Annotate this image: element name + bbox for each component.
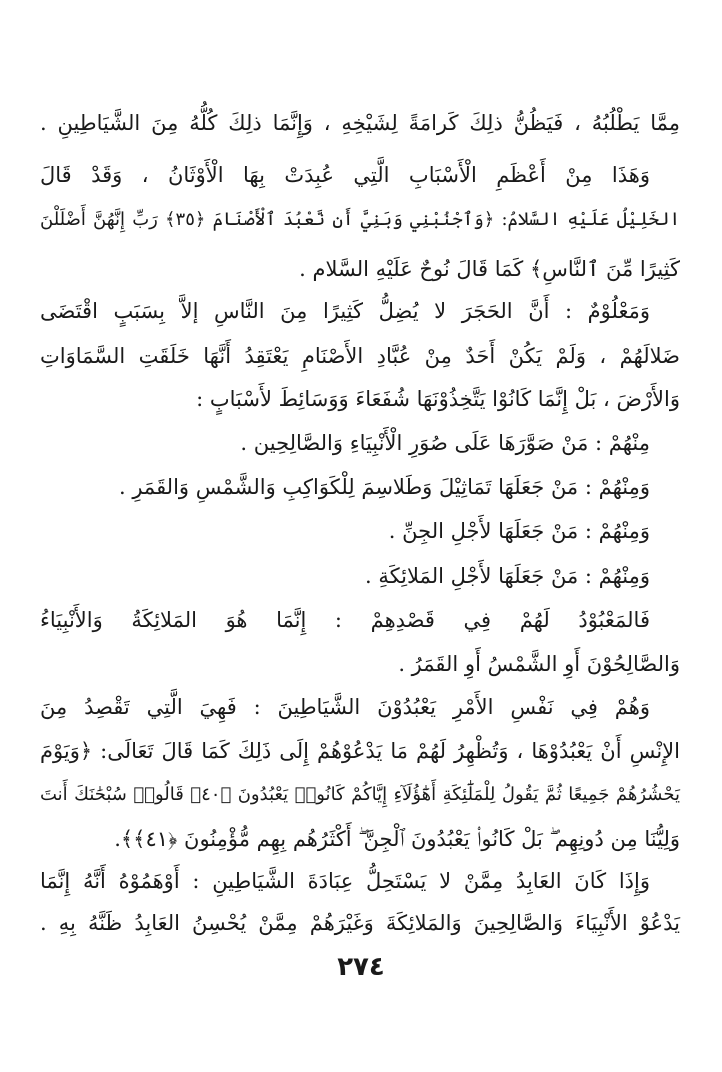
text-line-15: الإِنْسِ أَنْ يَعْبُدُوْهَا ، وَتُظْهِرُ لَهُمْ مَا يَدْعُوْهُمْ إِلَى ذَلِكَ كَمَا قَالَ تَعَالَى: ﴿وَيَوْمَ [40, 739, 680, 763]
text-line-1: مِمَّا يَطْلُبُهُ ، فَيَظُنُّ ذلِكَ كَرامَةً لِشَيْخِهِ ، وَإِنَّمَا ذلِكَ كُلُّهُ مِنَ الشَّيَاطِينِ . [40, 111, 680, 135]
text-line-16: يَحْشُرُهُمْ جَمِيعًا ثُمَّ يَقُولُ لِلْمَلَٰٓئِكَةِ أَهَٰٓؤُلَآءِ إِيَّاكُمْ كَانُوا۟ يَعْبُدُونَ ﴿٤٠﴾ قَالُوا۟ سُبْحَٰنَكَ أَنتَ [40, 784, 680, 805]
text-line-5: وَمَعْلُوْمٌ : أَنَّ الحَجَرَ لا يُضِلُّ كَثِيرًا مِنَ النَّاسِ إلاَّ بِسَبَبٍ اقْتَضَى [40, 299, 650, 323]
text-line-14: وَهُمْ فِي نَفْسِ الأَمْرِ يَعْبُدُوْنَ الشَّيَاطِينَ : فَهِيَ الَّتِي تَقْصِدُ مِنَ [40, 695, 650, 719]
text-line-11: وَمِنْهُمْ : مَنْ جَعَلَهَا لأَجْلِ المَلائِكَةِ . [364, 564, 650, 588]
text-line-12: فَالمَعْبُوْدُ لَهُمْ فِي قَصْدِهِمْ : إِنَّمَا هُوَ المَلائِكَةُ وَالأَنْبِيَاءُ [40, 608, 650, 632]
text-line-6: ضَلالَهُمْ ، وَلَمْ يَكُنْ أَحَدٌ مِنْ عُبَّادِ الأَصْنَامِ يَعْتَقِدُ أَنَّهَا خَلَقَتِ السَّمَاوَاتِ [40, 344, 680, 368]
text-line-18: وَإِذَا كَانَ العَابِدُ مِمَّنْ لا يَسْتَحِلُّ عِبَادَةَ الشَّيَاطِينِ : أَوْهَمُوْهُ أَنَّهُ إِنَّمَا [40, 869, 650, 893]
text-line-17: وَلِيُّنَا مِن دُونِهِم ۖ بَلْ كَانُوا۟ يَعْبُدُونَ ٱلْجِنَّ ۖ أَكْثَرُهُم بِهِم مُّؤْمِنُونَ ﴿٤١﴾﴾. [114, 827, 680, 851]
text-line-9: وَمِنْهُمْ : مَنْ جَعَلَهَا تَمَاثِيْلَ وَطَلاسِمَ لِلْكَوَاكِبِ وَالشَّمْسِ وَالقَمَرِ . [118, 475, 650, 499]
text-line-2: وَهَذَا مِنْ أَعْظَمِ الْأَسْبَابِ الَّتِي عُبِدَتْ بِهَا الْأَوْثَانُ ، وَقَدْ قَالَ [40, 163, 650, 187]
text-line-10: وَمِنْهُمْ : مَنْ جَعَلَهَا لأَجْلِ الجِنِّ . [388, 519, 650, 543]
text-line-8: مِنْهُمْ : مَنْ صَوَّرَهَا عَلَى صُوَرِ الْأَنْبِيَاءِ وَالصَّالِحِين . [240, 431, 650, 455]
text-line-19: يَدْعُوْ الأَنْبِيَاءَ وَالصَّالِحِينَ وَالمَلائِكَةَ وَغَيْرَهُمْ مِمَّنْ يُحْسِنُ العَابِدُ ظَنَّهُ بِهِ . [40, 911, 680, 935]
text-line-13: وَالصَّالِحُوْنَ أَوِ الشَّمْسُ أَوِ القَمَرُ . [398, 652, 680, 676]
page-number: ٢٧٤ [337, 952, 385, 982]
text-line-7: وَالأَرْضَ ، بَلْ إِنَّمَا كَانُوْا يَتَّخِذُوْنَهَا شُفَعَاءَ وَوَسَائِطَ لأَسْبَابٍ : [196, 387, 680, 411]
text-line-3: الخَلِيْلُ عَلَيْهِ السَّلامُ: ﴿وَٱجْنُبْنِي وَبَنِيَّ أَن نَّعْبُدَ ٱلْأَصْنَامَ ﴿٣٥﴾ رَبِّ إِنَّهُنَّ أَضْلَلْنَ [40, 209, 681, 230]
text-line-4: كَثِيرًا مِّنَ ٱلنَّاسِ﴾ كَمَا قَالَ نُوحٌ عَلَيْهِ السَّلام . [299, 257, 680, 281]
